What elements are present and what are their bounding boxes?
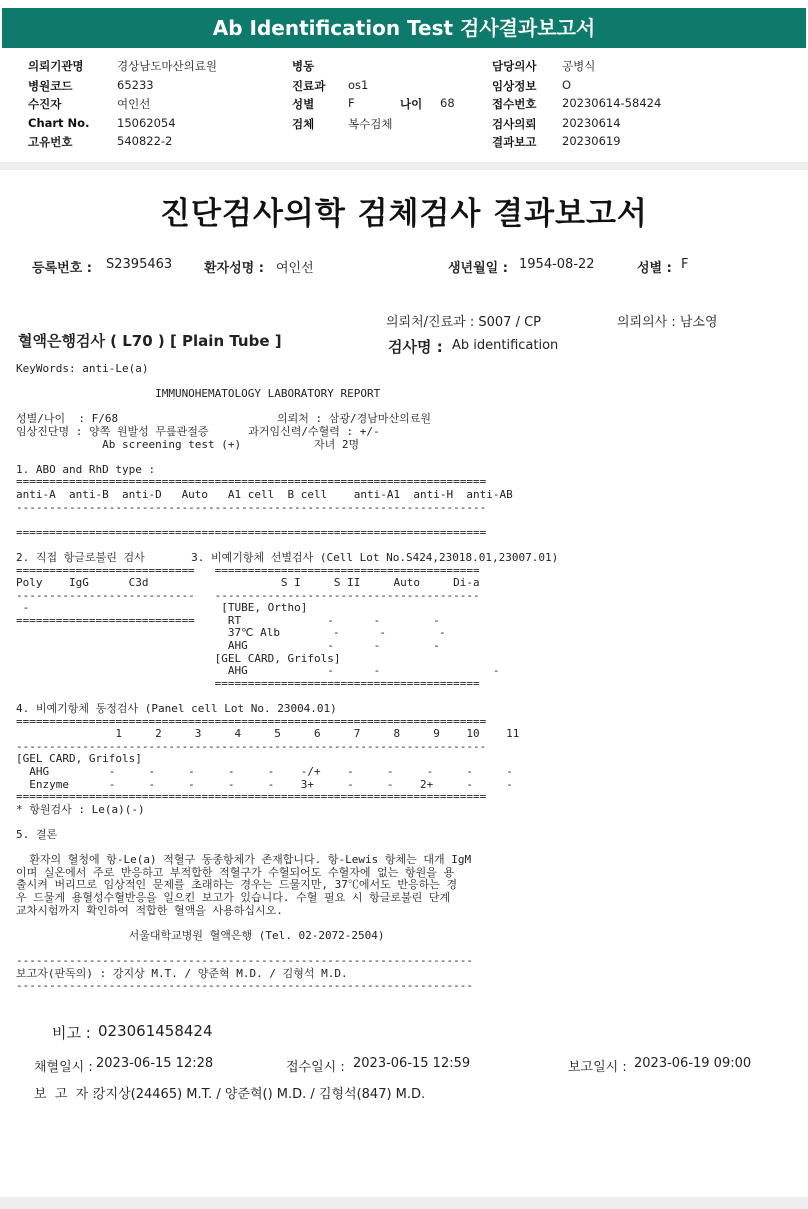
report-line: 보고자(판독의) : 강지상 M.T. / 양준혁 M.D. / 김형석 M.D. <box>16 966 348 980</box>
report-line: - [TUBE, Ortho] <box>16 601 308 615</box>
report-line: 1. ABO and RhD type : <box>16 462 156 476</box>
report-time: 2023-06-19 09:00 <box>634 1056 752 1071</box>
client-dept: 의뢰처/진료과 : S007 / CP <box>386 315 541 330</box>
specimen-label: 검체 <box>292 117 315 131</box>
clinical: O <box>562 78 572 92</box>
unique-no-label: 고유번호 <box>28 135 73 149</box>
report-line: Ab screening test (+) 자녀 2명 <box>16 437 360 451</box>
report-line: AHG - - - <box>16 664 500 678</box>
sex-label-doc: 성별 : <box>637 261 672 276</box>
dept: os1 <box>348 78 369 92</box>
report-line: 우 드물게 용혈성수혈반응을 일으킨 보고가 있습니다. 수혈 필요 시 항글로불린 단계 <box>16 890 451 904</box>
report-line: ======================================================================= <box>16 525 487 539</box>
result-report: 20230619 <box>562 134 621 148</box>
ward-label: 병동 <box>292 59 315 73</box>
receive-label: 접수일시 : <box>286 1060 345 1075</box>
dob: 1954-08-22 <box>519 257 595 272</box>
report-line: 출시켜 버리므로 임상적인 문제를 초래하는 경우는 드물지만, 37℃에서도 반응하는 경 <box>16 878 458 892</box>
report-line <box>16 514 558 527</box>
report-line: 환자의 혈청에 항-Le(a) 적혈구 동종항체가 존재합니다. 항-Lewis 항체는 대개 IgM <box>16 853 472 867</box>
test-request-label: 검사의뢰 <box>492 117 537 131</box>
doctor-label: 담당의사 <box>492 59 537 73</box>
reporter: 강지상(24465) M.T. / 양준혁() M.D. / 김형석(847) M.D. <box>93 1087 426 1102</box>
lab-report-body <box>16 363 558 993</box>
report-line: 교차시험까지 확인하여 적합한 혈액을 사용하십시오. <box>16 903 283 917</box>
report-line: IMMUNOHEMATOLOGY LABORATORY REPORT <box>16 387 381 401</box>
patient-name: 여인선 <box>276 261 314 276</box>
receipt: 20230614-58424 <box>562 96 662 110</box>
report-line: 37℃ Alb - - - <box>16 626 446 640</box>
unique-no: 540822-2 <box>117 134 173 148</box>
report-line: [GEL CARD, Grifols] <box>16 651 341 665</box>
collect-label: 채혈일시 : <box>34 1060 93 1075</box>
receive-time: 2023-06-15 12:59 <box>353 1056 471 1071</box>
report-line: ======================================================================= <box>16 475 487 489</box>
document-title: 진단검사의학 검체검사 결과보고서 <box>160 196 648 232</box>
collect-time: 2023-06-15 12:28 <box>96 1056 214 1071</box>
report-line: anti-A anti-B anti-D Auto A1 cell B cell anti-A1 anti-H anti-AB <box>16 487 513 501</box>
report-line: Enzyme - - - - - 3+ - - 2+ - - <box>16 777 513 791</box>
report-line: 임상진단명 : 양쪽 원발성 무릎관절증 과거임신력/수혈력 : +/- <box>16 424 380 438</box>
report-line: AHG - - - <box>16 639 440 653</box>
age: 68 <box>440 96 455 110</box>
sex: F <box>348 96 355 110</box>
remark-label: 비고 : <box>52 1024 91 1042</box>
report-line <box>16 451 558 464</box>
patient: 여인선 <box>117 97 151 111</box>
title-bar: Ab Identification Test 검사결과보고서 <box>2 8 806 48</box>
report-line: * 항원검사 : Le(a)(-) <box>16 802 145 816</box>
reg-label: 등록번호 : <box>32 261 92 276</box>
report-line: AHG - - - - - -/+ - - - - - <box>16 765 513 778</box>
report-line: ======================================================================= <box>16 714 487 728</box>
report-line: 5. 결론 <box>16 827 58 841</box>
report-line: 2. 직접 항글로불린 검사 3. 비예기항체 선별검사 (Cell Lot No.S424,23018.01,23007.01) <box>16 550 559 564</box>
report-line: 서울대학교병원 혈액은행 (Tel. 02-2072-2504) <box>16 928 385 942</box>
report-line: ----------------------------------------------------------------------- <box>16 500 487 514</box>
clinical-label: 임상정보 <box>492 79 537 93</box>
request-org-label: 의뢰기관명 <box>28 59 84 73</box>
report-line: =========================== ======================================== <box>16 563 480 577</box>
name-label: 환자성명 : <box>204 261 264 276</box>
remark: 023061458424 <box>98 1022 213 1040</box>
report-line: 이며 실온에서 주로 반응하고 부적합한 적혈구가 수혈되어도 수혈자에 없는 항원을 용 <box>16 865 455 879</box>
age-label: 나이 <box>400 97 423 111</box>
report-line: KeyWords: anti-Le(a) <box>16 362 149 375</box>
test-request: 20230614 <box>562 116 621 130</box>
report-line: --------------------------- ---------------------------------------- <box>16 588 480 602</box>
report-line: ----------------------------------------------------------------------- <box>16 739 487 753</box>
report-line: Poly IgG C3d S I S II Auto Di-a <box>16 576 480 590</box>
report-line: 1 2 3 4 5 6 7 8 9 10 11 <box>16 727 520 741</box>
section-title: 혈액은행검사 ( L70 ) [ Plain Tube ] <box>18 332 282 350</box>
sex-doc: F <box>681 257 689 272</box>
report-line: --------------------------------------------------------------------- <box>16 979 473 993</box>
chart-no: 15062054 <box>117 116 176 130</box>
hospital-code-label: 병원코드 <box>28 79 73 93</box>
report-line: 성별/나이 : F/68 의뢰처 : 삼광/경남마산의료원 <box>16 412 432 426</box>
header-info <box>0 50 808 162</box>
exam-label: 검사명 : <box>388 338 443 356</box>
hospital-code: 65233 <box>117 78 154 92</box>
result-report-label: 결과보고 <box>492 135 537 149</box>
report-line: [GEL CARD, Grifols] <box>16 752 142 766</box>
doctor: 공병식 <box>562 59 596 73</box>
report-line: 4. 비예기항체 동정검사 (Panel cell Lot No. 23004.01) <box>16 702 337 716</box>
report-line: ======================================== <box>16 676 480 690</box>
exam-name: Ab identification <box>452 338 559 353</box>
patient-label: 수진자 <box>28 97 62 111</box>
chart-no-label: Chart No. <box>28 116 90 130</box>
report-line: ======================================================================= <box>16 790 487 804</box>
report-line <box>16 917 558 930</box>
report-line <box>16 816 558 829</box>
reg-number: S2395463 <box>106 257 173 272</box>
report-label: 보고일시 : <box>568 1060 627 1075</box>
receipt-label: 접수번호 <box>492 97 537 111</box>
client-doctor: 의뢰의사 : 남소영 <box>617 315 718 330</box>
specimen: 복수검체 <box>348 117 393 131</box>
title-bar-wrap <box>0 0 808 50</box>
request-org: 경상남도마산의료원 <box>117 59 217 73</box>
sex-label: 성별 <box>292 97 315 111</box>
report-line: --------------------------------------------------------------------- <box>16 953 473 967</box>
reporter-label: 보 고 자 : <box>34 1087 97 1102</box>
dob-label: 생년월일 : <box>448 261 508 276</box>
dept-label: 진료과 <box>292 79 326 93</box>
report-line: =========================== RT - - - <box>16 613 440 627</box>
